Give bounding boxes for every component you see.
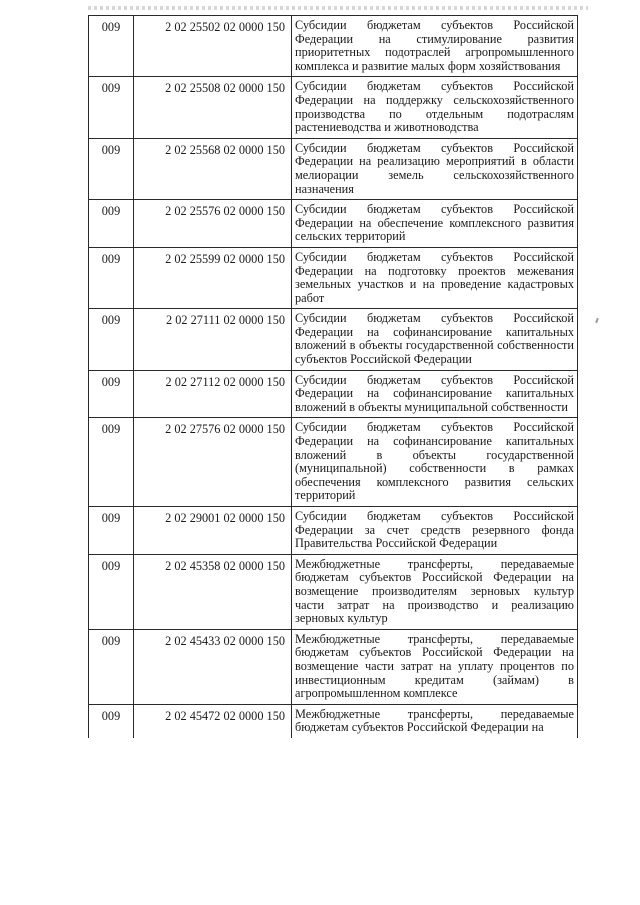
admin-code-cell: 009: [89, 704, 134, 738]
description-cell: Субсидии бюджетам субъектов Российской Федерации на софинансирование капитальных вложений в объекты государственной собственности субъектов Российской Федерации: [292, 309, 578, 370]
kbk-code-cell: 2 02 27576 02 0000 150: [134, 418, 292, 507]
description-cell: Субсидии бюджетам субъектов Российской Федерации на поддержку сельскохозяйственного производства по отдельным подотраслям растениеводства и животноводства: [292, 77, 578, 138]
table-row: [89, 370, 578, 418]
kbk-code-cell: 2 02 29001 02 0000 150: [134, 507, 292, 555]
description-cell: Субсидии бюджетам субъектов Российской Федерации за счет средств резервного фонда Правительства Российской Федерации: [292, 507, 578, 555]
admin-code-cell: 009: [89, 629, 134, 704]
admin-code-cell: 009: [89, 554, 134, 629]
description-cell: Субсидии бюджетам субъектов Российской Федерации на подготовку проектов межевания земельных участков и на проведение кадастровых работ: [292, 247, 578, 308]
description-cell: Субсидии бюджетам субъектов Российской Федерации на обеспечение комплексного развития сельских территорий: [292, 200, 578, 248]
table-row: [89, 138, 578, 199]
admin-code-cell: 009: [89, 370, 134, 418]
admin-code-cell: 009: [89, 16, 134, 77]
table-row: [89, 16, 578, 77]
description-cell: Межбюджетные трансферты, передаваемые бюджетам субъектов Российской Федерации на возмещение части затрат на уплату процентов по инвестиционным кредитам (займам) в агропромышленном комплексе: [292, 629, 578, 704]
kbk-code-cell: 2 02 27112 02 0000 150: [134, 370, 292, 418]
kbk-code-cell: 2 02 25508 02 0000 150: [134, 77, 292, 138]
kbk-code-cell: 2 02 25502 02 0000 150: [134, 16, 292, 77]
table-row: [89, 200, 578, 248]
kbk-code-cell: 2 02 45433 02 0000 150: [134, 629, 292, 704]
scan-edge-artifact: [88, 6, 588, 10]
table-row: [89, 309, 578, 370]
admin-code-cell: 009: [89, 77, 134, 138]
kbk-code-cell: 2 02 45358 02 0000 150: [134, 554, 292, 629]
admin-code-cell: 009: [89, 309, 134, 370]
admin-code-cell: 009: [89, 418, 134, 507]
table-row: [89, 247, 578, 308]
description-cell: Субсидии бюджетам субъектов Российской Федерации на софинансирование капитальных вложений в объекты муниципальной собственности: [292, 370, 578, 418]
description-cell: Субсидии бюджетам субъектов Российской Федерации на реализацию мероприятий в области мелиорации земель сельскохозяйственного назначения: [292, 138, 578, 199]
budget-codes-table: [88, 15, 578, 738]
table-row: [89, 77, 578, 138]
description-cell: Межбюджетные трансферты, передаваемые бюджетам субъектов Российской Федерации на возмещение производителям зерновых культур части затрат на производство и реализацию зерновых культур: [292, 554, 578, 629]
kbk-code-cell: 2 02 27111 02 0000 150: [134, 309, 292, 370]
table-row: [89, 507, 578, 555]
table-body: [89, 16, 578, 738]
kbk-code-cell: 2 02 45472 02 0000 150: [134, 704, 292, 738]
admin-code-cell: 009: [89, 200, 134, 248]
kbk-code-cell: 2 02 25599 02 0000 150: [134, 247, 292, 308]
description-cell: Субсидии бюджетам субъектов Российской Федерации на софинансирование капитальных вложений в объекты государственной (муниципальной) собственности в рамках обеспечения комплексного развития сельских территорий: [292, 418, 578, 507]
kbk-code-cell: 2 02 25576 02 0000 150: [134, 200, 292, 248]
admin-code-cell: 009: [89, 138, 134, 199]
admin-code-cell: 009: [89, 247, 134, 308]
kbk-code-cell: 2 02 25568 02 0000 150: [134, 138, 292, 199]
scan-speck: [595, 318, 599, 323]
table-row: [89, 418, 578, 507]
description-cell: Субсидии бюджетам субъектов Российской Федерации на стимулирование развития приоритетных подотраслей агропромышленного комплекса и развитие малых форм хозяйствования: [292, 16, 578, 77]
table-row: [89, 554, 578, 629]
description-cell: Межбюджетные трансферты, передаваемые бюджетам субъектов Российской Федерации на: [292, 704, 578, 738]
admin-code-cell: 009: [89, 507, 134, 555]
table-row: [89, 704, 578, 738]
table-row: [89, 629, 578, 704]
